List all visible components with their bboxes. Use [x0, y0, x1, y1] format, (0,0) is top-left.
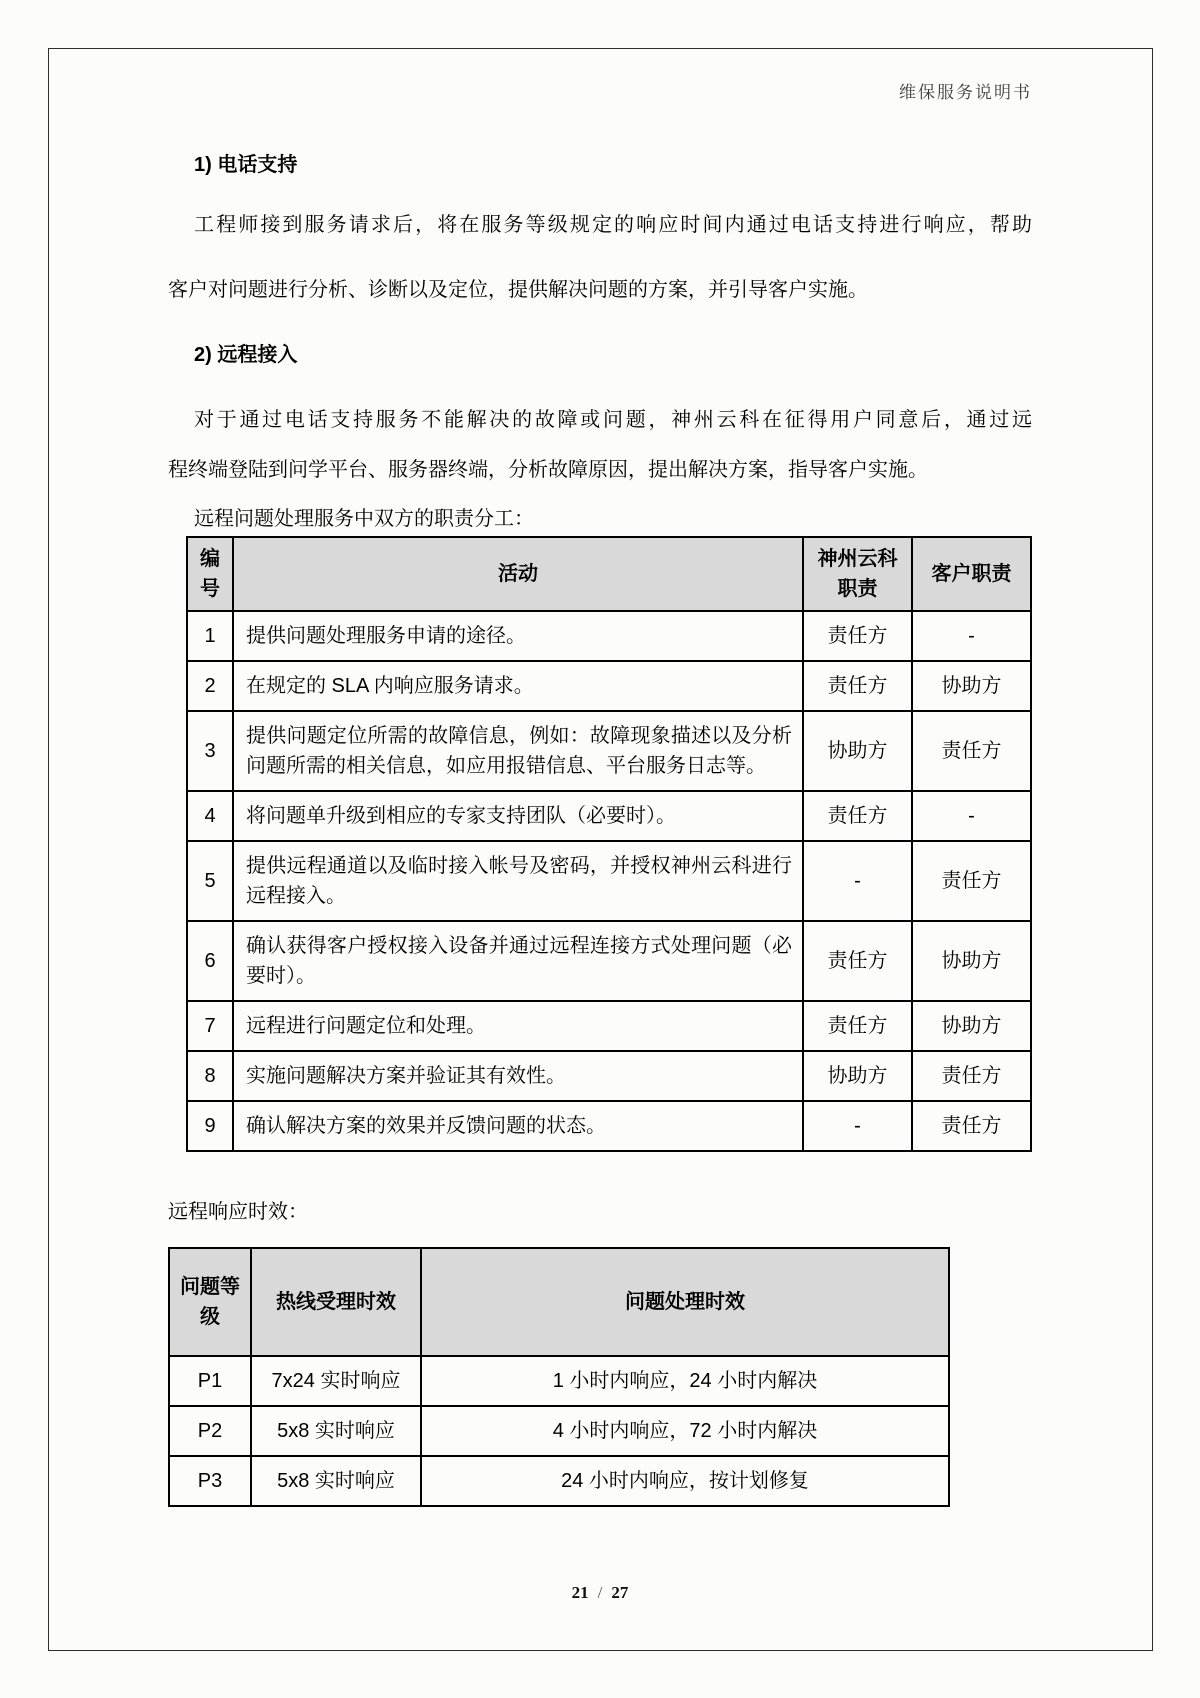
dckj-role-cell: - — [803, 841, 912, 921]
hotline-sla-cell: 7x24 实时响应 — [251, 1356, 421, 1406]
handling-sla-cell: 24 小时内响应，按计划修复 — [421, 1456, 949, 1506]
dckj-role-cell: - — [803, 1101, 912, 1151]
activity-cell: 确认解决方案的效果并反馈问题的状态。 — [233, 1101, 803, 1151]
sla-response-table — [168, 1247, 950, 1507]
hotline-sla-cell: 5x8 实时响应 — [251, 1456, 421, 1506]
row-number-cell: 6 — [187, 921, 233, 1001]
problem-level-cell: P1 — [169, 1356, 251, 1406]
row-number-cell: 7 — [187, 1001, 233, 1051]
header-cell-dckj-role — [803, 537, 912, 611]
dckj-role-cell: 责任方 — [803, 611, 912, 661]
table-row — [169, 1356, 949, 1406]
table-row — [187, 661, 1031, 711]
section-heading-phone-support: 1) 电话支持 — [194, 154, 298, 176]
table-row — [169, 1406, 949, 1456]
customer-role-cell: 协助方 — [912, 921, 1031, 1001]
table-row — [187, 791, 1031, 841]
header-cell-activity: 活动 — [233, 537, 803, 611]
paragraph-line: 程终端登陆到问学平台、服务器终端，分析故障原因，提出解决方案，指导客户实施。 — [168, 459, 928, 481]
responsibility-matrix-table — [186, 536, 1032, 1152]
activity-cell: 实施问题解决方案并验证其有效性。 — [233, 1051, 803, 1101]
row-number-cell: 9 — [187, 1101, 233, 1151]
sla-section-label: 远程响应时效： — [168, 1201, 308, 1223]
remote-access-paragraph — [168, 405, 1032, 485]
table-row — [187, 611, 1031, 661]
activity-cell: 提供问题处理服务申请的途径。 — [233, 611, 803, 661]
customer-role-cell: - — [912, 611, 1031, 661]
handling-sla-cell: 4 小时内响应，72 小时内解决 — [421, 1406, 949, 1456]
header-cell-customer-role: 客户职责 — [912, 537, 1031, 611]
header-cell-hotline-sla: 热线受理时效 — [251, 1248, 421, 1356]
table-header-row — [187, 537, 1031, 611]
header-cell-number: 编号 — [187, 537, 233, 611]
paragraph-line: 客户对问题进行分析、诊断以及定位，提供解决问题的方案，并引导客户实施。 — [168, 279, 868, 301]
problem-level-cell: P2 — [169, 1406, 251, 1456]
customer-role-cell: - — [912, 791, 1031, 841]
handling-sla-cell: 1 小时内响应，24 小时内解决 — [421, 1356, 949, 1406]
responsibility-table-lead-in: 远程问题处理服务中双方的职责分工： — [194, 508, 534, 530]
dckj-role-cell: 责任方 — [803, 1001, 912, 1051]
section-heading-remote-access: 2) 远程接入 — [194, 344, 298, 366]
customer-role-cell: 责任方 — [912, 1051, 1031, 1101]
dckj-role-cell: 责任方 — [803, 791, 912, 841]
activity-cell: 提供问题定位所需的故障信息，例如：故障现象描述以及分析问题所需的相关信息，如应用报错信息、平台服务日志等。 — [233, 711, 803, 791]
header-line: 神州云科 — [817, 548, 898, 570]
row-number-cell: 1 — [187, 611, 233, 661]
dckj-role-cell: 协助方 — [803, 711, 912, 791]
page-header — [168, 0, 1032, 104]
activity-cell: 在规定的 SLA 内响应服务请求。 — [233, 661, 803, 711]
customer-role-cell: 协助方 — [912, 1001, 1031, 1051]
problem-level-cell: P3 — [169, 1456, 251, 1506]
phone-support-paragraph — [168, 210, 1032, 305]
header-cell-handling-sla: 问题处理时效 — [421, 1248, 949, 1356]
table-row — [187, 921, 1031, 1001]
activity-cell: 提供远程通道以及临时接入帐号及密码，并授权神州云科进行远程接入。 — [233, 841, 803, 921]
activity-cell: 确认获得客户授权接入设备并通过远程连接方式处理问题（必要时）。 — [233, 921, 803, 1001]
table-row — [187, 841, 1031, 921]
dckj-role-cell: 责任方 — [803, 661, 912, 711]
page-number-separator: / — [597, 1583, 603, 1602]
row-number-cell: 8 — [187, 1051, 233, 1101]
paragraph-line: 工程师接到服务请求后，将在服务等级规定的响应时间内通过电话支持进行响应，帮助 — [194, 214, 1032, 236]
page-footer — [0, 1583, 1200, 1603]
row-number-cell: 4 — [187, 791, 233, 841]
hotline-sla-cell: 5x8 实时响应 — [251, 1406, 421, 1456]
paragraph-line: 对于通过电话支持服务不能解决的故障或问题，神州云科在征得用户同意后，通过远 — [194, 409, 1032, 431]
table-row — [187, 1101, 1031, 1151]
total-page-number: 27 — [611, 1583, 629, 1602]
customer-role-cell: 责任方 — [912, 711, 1031, 791]
customer-role-cell: 协助方 — [912, 661, 1031, 711]
row-number-cell: 5 — [187, 841, 233, 921]
header-line: 职责 — [837, 578, 878, 600]
table-row — [187, 1001, 1031, 1051]
activity-cell: 将问题单升级到相应的专家支持团队（必要时）。 — [233, 791, 803, 841]
customer-role-cell: 责任方 — [912, 1101, 1031, 1151]
row-number-cell: 2 — [187, 661, 233, 711]
customer-role-cell: 责任方 — [912, 841, 1031, 921]
current-page-number: 21 — [571, 1583, 589, 1602]
table-row — [187, 1051, 1031, 1101]
document-title: 维保服务说明书 — [899, 83, 1032, 102]
row-number-cell: 3 — [187, 711, 233, 791]
table-row — [187, 711, 1031, 791]
header-cell-problem-level: 问题等级 — [169, 1248, 251, 1356]
dckj-role-cell: 责任方 — [803, 921, 912, 1001]
activity-cell: 远程进行问题定位和处理。 — [233, 1001, 803, 1051]
table-row — [169, 1456, 949, 1506]
dckj-role-cell: 协助方 — [803, 1051, 912, 1101]
table-header-row — [169, 1248, 949, 1356]
